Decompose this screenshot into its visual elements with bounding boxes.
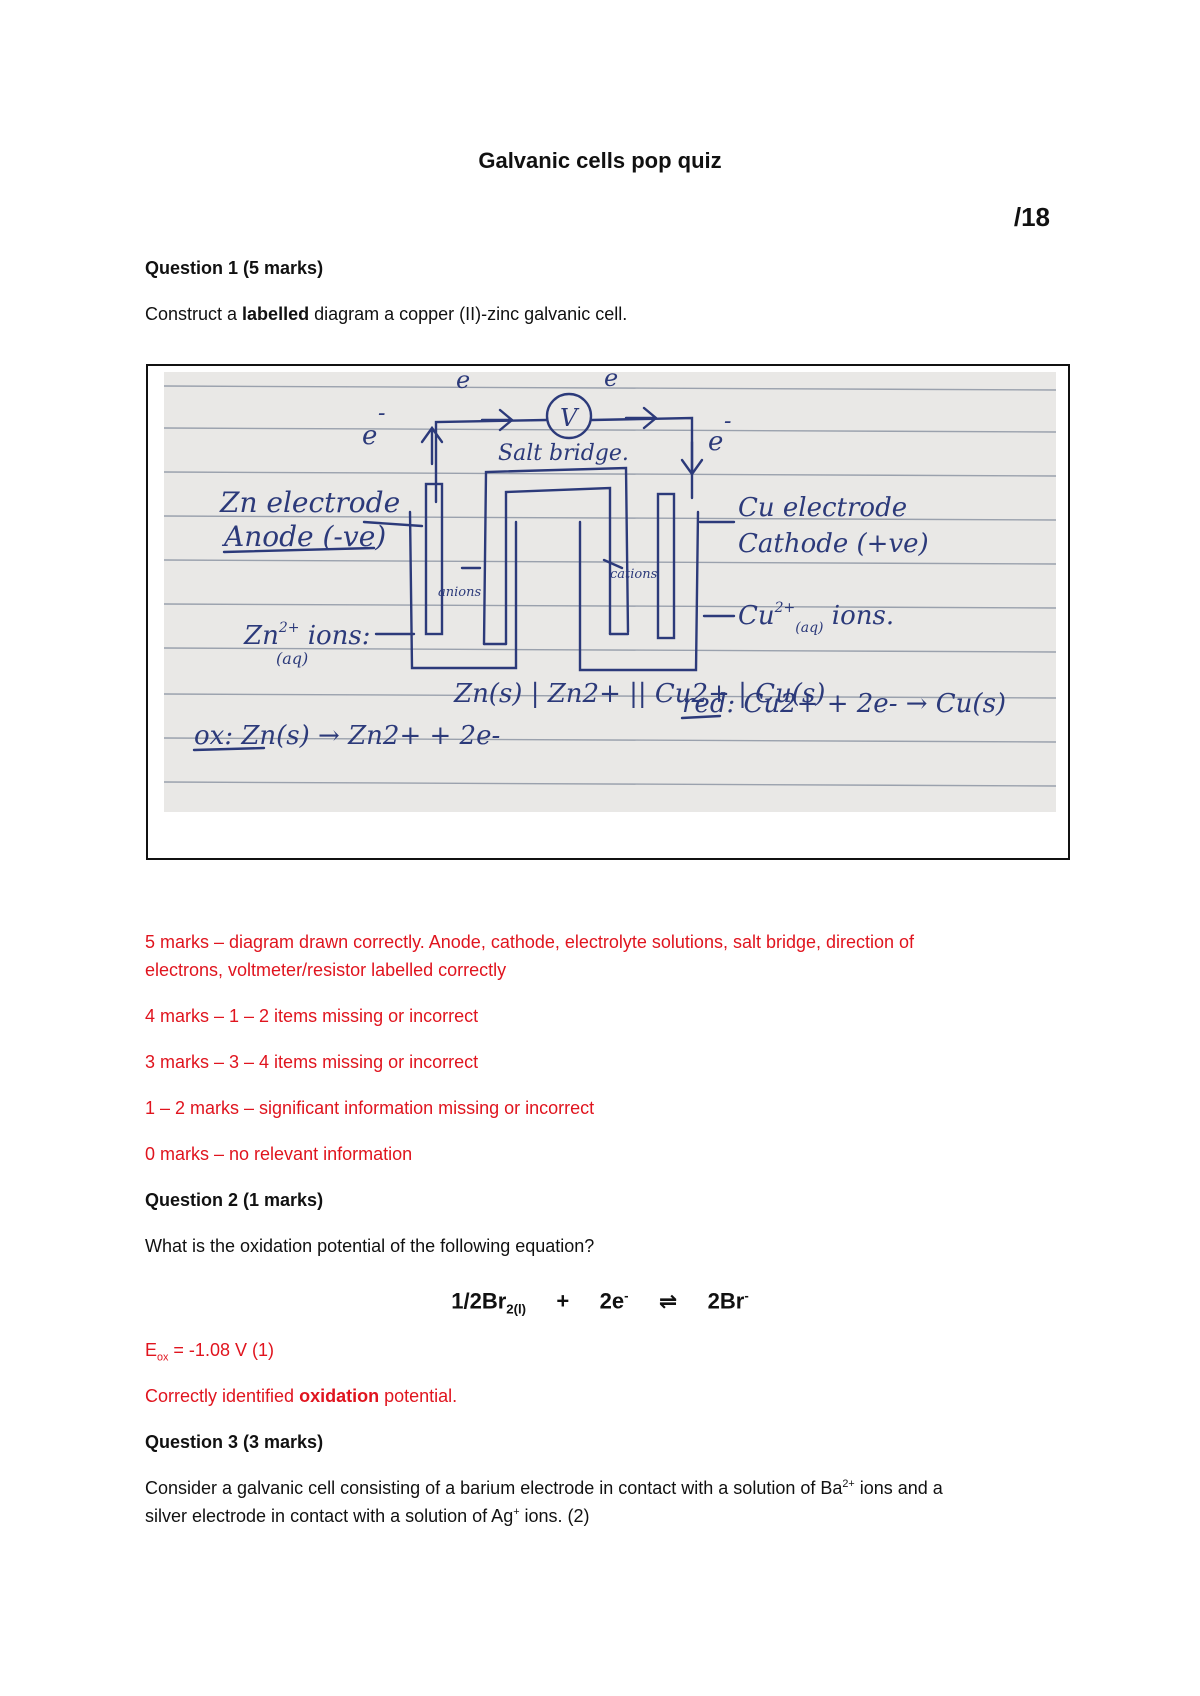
galvanic-cell-sketch [164,372,1056,812]
salt-bridge-inner [506,488,610,644]
zinc-electrode [426,484,442,634]
electron-arrow-right [626,408,656,428]
q2-note-part1: Correctly identified [145,1386,300,1406]
q2-note-part2: potential. [379,1386,458,1406]
eq-rhs: 2Br [707,1288,745,1314]
q1-prompt-bold: labelled [242,304,310,324]
copper-electrode [658,494,674,638]
q2-answer [145,1340,274,1364]
diagram-frame [146,364,1070,860]
q3-line1-part2: ions and a [854,1478,943,1498]
question-3-line1 [145,1478,943,1499]
bromine-equation [0,1288,1200,1317]
q2-answer-value: = -1.08 V (1) [168,1340,274,1360]
question-3-heading: Question 3 (3 marks) [145,1432,324,1452]
electron-label-right: e [708,427,724,457]
q2-note-bold: oxidation [299,1386,380,1406]
cu-ions-label: $Cu^{2+}_{(aq)}$ ions. [738,600,895,636]
rubric-5-marks-line2: electrons, voltmeter/resistor labelled correctly [145,960,507,980]
question-1-prompt [145,304,627,325]
rubric-1-2-marks: 1 – 2 marks – significant information missing or incorrect [145,1098,595,1118]
anions-label: anions [438,585,482,600]
q1-prompt-part2: diagram a copper (II)-zinc galvanic cell. [309,304,628,324]
question-2-prompt: What is the oxidation potential of the following equation? [145,1236,595,1256]
q3-line2-part2: ions. (2) [519,1506,590,1526]
electron-arrow-down [682,442,702,474]
cations-label: cations [610,567,658,582]
question-3-line2 [145,1506,590,1527]
rubric-5-marks-line1: 5 marks – diagram drawn correctly. Anode, cathode, electrolyte solutions, salt bridge, direction of [145,932,915,952]
electron-arrow-up [422,428,442,464]
q3-line1-part1: Consider a galvanic cell consisting of a barium electrode in contact with a solution of Ba [145,1478,843,1498]
anode-label: Anode (-ve) [224,520,387,553]
q2-answer-sub: ox [157,1351,169,1364]
zn-ions-label: $Zn^{2+}$ ions: [244,620,371,651]
eq-lhs-state: 2(l) [506,1301,527,1317]
electron-minus-right: - [724,409,732,434]
eq-equilibrium-arrow: ⇌ [658,1288,678,1314]
eq-rhs-charge: - [744,1288,749,1303]
rubric-3-marks: 3 marks – 3 – 4 items missing or incorrect [145,1052,479,1072]
eq-plus: + [556,1288,570,1314]
salt-bridge-label: Salt bridge. [498,441,629,466]
cu-electrode-label: Cu electrode [738,493,908,523]
total-marks: /18 [1013,202,1050,232]
q2-answer-e: E [145,1340,158,1360]
question-2-heading: Question 2 (1 marks) [145,1190,324,1210]
oxidation-half-equation: ox: Zn(s) → Zn2+ + 2e- [194,721,501,751]
cathode-label: Cathode (+ve) [738,529,929,559]
q3-line1-sup: 2+ [842,1478,855,1490]
q2-answer-note [145,1386,457,1407]
eq-lhs: 1/2Br [451,1288,507,1314]
zn-electrode-label: Zn electrode [220,486,401,519]
page-title: Galvanic cells pop quiz [478,148,722,173]
question-1-heading: Question 1 (5 marks) [145,258,324,278]
electron-arrow-left [482,410,512,430]
electron-label-left: e [362,421,378,451]
voltmeter-label: V [560,404,578,432]
q1-prompt-part1: Construct a [145,304,243,324]
handwritten-diagram-photo [164,372,1056,812]
rubric-0-marks: 0 marks – no relevant information [145,1144,413,1164]
q3-line2-part1: silver electrode in contact with a solution of Ag [145,1506,514,1526]
cell-notation: Zn(s) | Zn2+ || Cu2+ | Cu(s) [454,679,826,709]
zn-ions-aq-label: (aq) [276,649,309,668]
beaker-right [580,512,698,670]
electron-minus-left: - [378,401,386,426]
eq-electrons-charge: - [624,1288,629,1303]
rubric-4-marks: 4 marks – 1 – 2 items missing or incorrect [145,1006,479,1026]
q3-line2-sup: + [513,1506,520,1518]
electron-label-top-left: e [456,372,471,394]
reduction-half-equation: red: Cu2+ + 2e- → Cu(s) [682,689,1007,719]
eq-electrons: 2e [599,1288,625,1314]
electron-label-top-right: e [604,372,619,392]
